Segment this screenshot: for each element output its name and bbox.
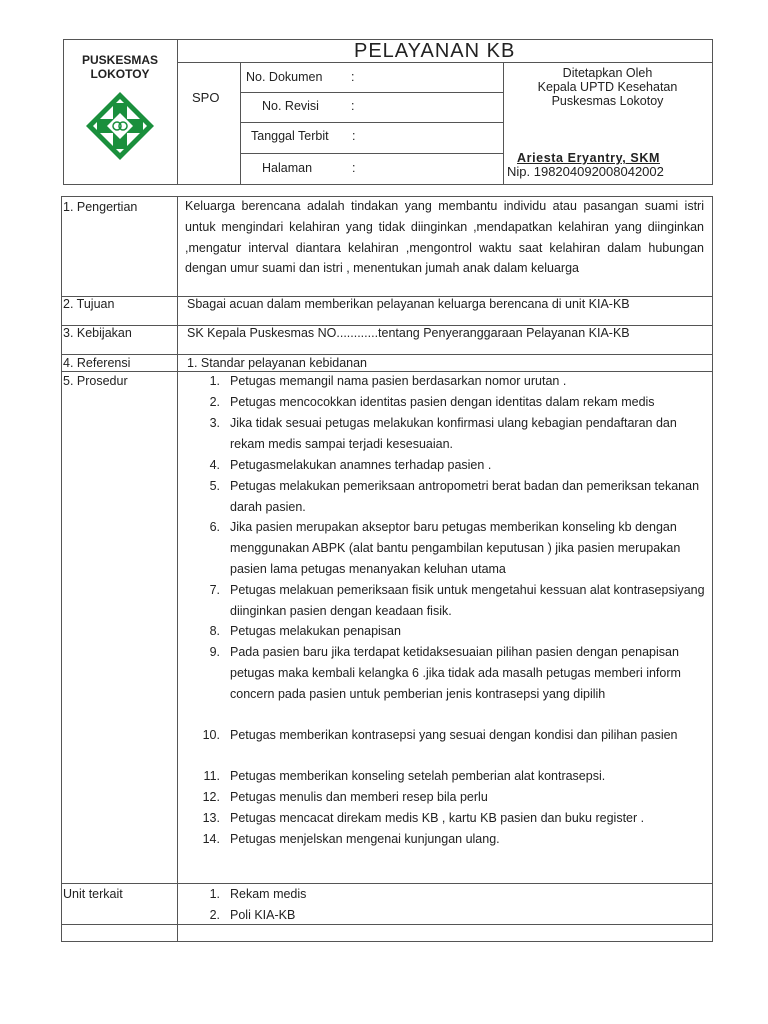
approval-line2: Kepala UPTD Kesehatan (537, 80, 678, 94)
section-label-pengertian: 1. Pengertian (63, 200, 138, 214)
spo-label: SPO (192, 90, 220, 105)
field-value-no-revisi: : (351, 99, 355, 113)
list-item-number: 8. (209, 624, 220, 638)
list-item: Petugas menulis dan memberi resep bila perlu (230, 790, 488, 804)
field-value-no-dokumen: : (351, 70, 355, 84)
list-item-number: 3. (209, 416, 220, 430)
approval-line3: Puskesmas Lokotoy (551, 94, 664, 108)
list-item-number: 12. (202, 790, 220, 804)
organization-name-line2: LOKOTOY (90, 67, 150, 81)
list-item: Petugas mencacat direkam medis KB , kartu KB pasien dan buku register . (230, 811, 645, 825)
list-item: Rekam medis (230, 887, 307, 901)
list-item: Petugasmelakukan anamnes terhadap pasien . (230, 458, 492, 472)
field-value-tanggal-terbit: : (352, 129, 356, 143)
list-item-number: 7. (209, 583, 220, 597)
list-item-number: 2. (209, 908, 220, 922)
puskesmas-logo-icon (84, 90, 156, 162)
section-text-referensi: 1. Standar pelayanan kebidanan (187, 356, 368, 370)
section-text-kebijakan: SK Kepala Puskesmas NO............tentang Penyeranggaraan Pelayanan KIA-KB (187, 326, 630, 340)
section-label-unit-terkait: Unit terkait (63, 887, 123, 901)
signer-nip: Nip. 198204092008042002 (507, 164, 664, 179)
list-item-number: 5. (209, 479, 220, 493)
section-text-pengertian: Keluarga berencana adalah tindakan yang membantu individu atau pasangan suami istri untuk mengindari kelahiran yang tidak diinginkan ,mendapatkan kelahiran yang diinginkan ,mengatur interval diantara kelahiran ,mengontrol waktu saat kelahiran dalam hubungan dengan umur suami dan istri , menentukan jumah anak dalam keluarga (185, 199, 704, 276)
field-label-halaman: Halaman (262, 161, 313, 175)
signer-name: Ariesta Eryantry, SKM (517, 151, 660, 165)
list-item-number: 9. (209, 645, 220, 659)
field-value-halaman: : (352, 161, 356, 175)
list-item-number: 4. (209, 458, 220, 472)
field-label-tanggal-terbit: Tanggal Terbit (251, 129, 329, 143)
list-item-number: 6. (209, 520, 220, 534)
list-item-number: 10. (202, 728, 220, 742)
list-item: Poli KIA-KB (230, 908, 296, 922)
list-item-number: 13. (202, 811, 220, 825)
list-item: Petugas memangil nama pasien berdasarkan nomor urutan . (230, 374, 567, 388)
list-item: Jika tidak sesuai petugas melakukan konfirmasi ulang kebagian pendaftaran dan rekam medis sampai terjadi kesesuaian. (230, 416, 677, 451)
list-item-number: 1. (209, 887, 220, 901)
list-item: Pada pasien baru jika terdapat ketidaksesuaian pilihan pasien dengan penapisan petugas maka kembali kelangkа 6 .jika tidak ada masalh petugas memberi inform concern pada pasien untuk pemberian jenis kontrasepsi yang dipilih (230, 645, 681, 701)
organization-name-line1: PUSKESMAS (81, 53, 158, 67)
section-label-tujuan: 2. Tujuan (63, 297, 115, 311)
list-item-number: 14. (202, 832, 220, 846)
section-text-tujuan: Sbagai acuan dalam memberikan pelayanan keluarga berencana di unit KIA-KB (187, 297, 630, 311)
list-item-number: 1. (209, 374, 220, 388)
list-item: Petugas melakukan penapisan (230, 624, 401, 638)
list-item: Petugas mencocokkan identitas pasien dengan identitas dalam rekam medis (230, 395, 655, 409)
list-item: Petugas melakuan pemeriksaan fisik untuk mengetahui kessuan alat kontrasepsiyang diinginkan pasien dengan keadaan fisik. (230, 583, 705, 618)
document-title: PELAYANAN KB (354, 40, 516, 62)
field-label-no-dokumen: No. Dokumen (246, 70, 323, 84)
list-item-number: 11. (203, 769, 220, 783)
section-label-referensi: 4. Referensi (63, 356, 131, 370)
approval-line1: Ditetapkan Oleh (562, 66, 653, 80)
section-label-prosedur: 5. Prosedur (63, 374, 128, 388)
list-item: Jika pasien merupakan akseptor baru petugas memberikan konseling kb dengan menggunakan ABPK (alat bantu pengambilan keputusan ) jika pasien merupakan pasien lama petugas menanyakan keluhan utama (230, 520, 681, 576)
list-item-number: 2. (209, 395, 220, 409)
list-item: Petugas menjelskan mengenai kunjungan ulang. (230, 832, 500, 846)
section-label-kebijakan: 3. Kebijakan (63, 326, 132, 340)
list-item: Petugas memberikan konseling setelah pemberian alat kontrasepsi. (230, 769, 606, 783)
field-label-no-revisi: No. Revisi (262, 99, 319, 113)
list-item: Petugas memberikan kontrasepsi yang sesuai dengan kondisi dan pilihan pasien (230, 728, 678, 742)
list-item: Petugas melakukan pemeriksaan antropometri berat badan dan pemeriksan tekanan darah pasien. (230, 479, 700, 514)
